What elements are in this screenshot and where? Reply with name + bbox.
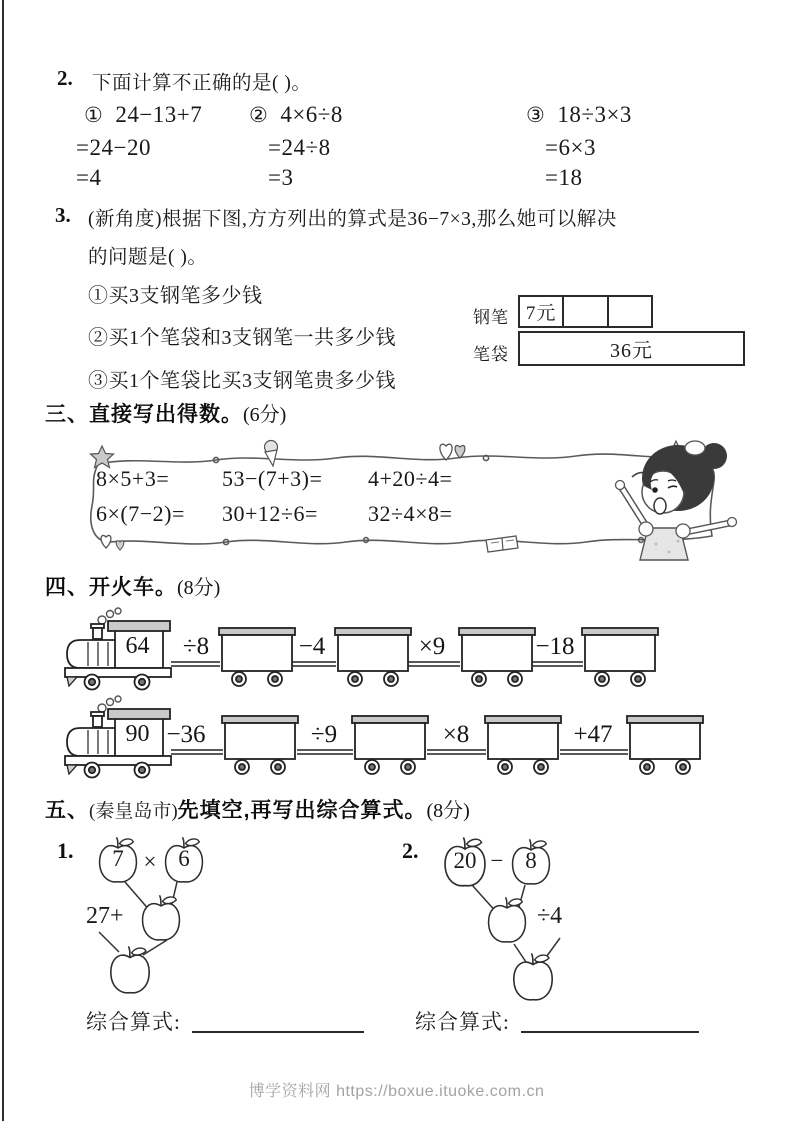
mental-math-expr-4: 6×(7−2)= bbox=[96, 501, 185, 526]
q2-option-1-marker: ① bbox=[84, 103, 104, 127]
mental-math-expr-5: 30+12÷6= bbox=[222, 501, 318, 526]
mental-math-expr-6: 32÷4×8= bbox=[368, 501, 453, 526]
p1-operator: × bbox=[143, 849, 157, 874]
footer-watermark: 博学资料网 https://boxue.ituoke.com.cn bbox=[248, 1083, 545, 1100]
train2-op3: ×8 bbox=[442, 721, 470, 748]
section5-source: (秦皇岛市) bbox=[89, 801, 178, 822]
p1-value-b: 6 bbox=[178, 846, 190, 871]
p2-operator: − bbox=[490, 848, 504, 873]
q2-option-1-line1: ① 24−13+7 bbox=[84, 102, 203, 127]
pen-bar-diagram bbox=[518, 295, 653, 328]
section4-points: (8分) bbox=[177, 577, 221, 599]
train-wagon bbox=[485, 716, 561, 774]
bag-price: 36元 bbox=[610, 340, 653, 362]
section3-heading bbox=[45, 398, 286, 428]
apple-icon bbox=[489, 897, 526, 942]
apple-icon bbox=[111, 946, 149, 992]
decorative-frame-illustration bbox=[66, 436, 746, 564]
q2-option-3-line1: ③ 18÷3×3 bbox=[526, 102, 632, 127]
section5-heading bbox=[45, 794, 470, 824]
section5-prefix: 五、 bbox=[45, 799, 89, 822]
p1-answer-label: 综合算式: bbox=[86, 1010, 181, 1034]
p1-value-a: 7 bbox=[112, 846, 124, 871]
page-left-border bbox=[2, 0, 4, 1121]
girl-illustration bbox=[616, 441, 737, 560]
ice-cream-icon bbox=[265, 441, 278, 467]
p2-answer-label: 综合算式: bbox=[415, 1010, 510, 1034]
train1-op3: ×9 bbox=[418, 633, 446, 660]
q2-prompt: 下面计算不正确的是( )。 bbox=[92, 73, 312, 94]
q2-option-3-step: =6×3 bbox=[545, 135, 596, 160]
q3-option-2: ②买1个笔袋和3支钢笔一共多少钱 bbox=[88, 327, 396, 349]
mental-math-expr-1: 8×5+3= bbox=[96, 466, 170, 491]
apple-icon bbox=[143, 895, 180, 940]
section3-points: (6分) bbox=[243, 404, 287, 426]
q2-option-3-result: =18 bbox=[545, 165, 583, 190]
section4-heading bbox=[45, 571, 220, 601]
book-icon bbox=[486, 536, 518, 552]
bag-bar-diagram bbox=[518, 331, 745, 366]
q2-option-2-step: =24÷8 bbox=[268, 135, 331, 160]
train1-op2: −4 bbox=[298, 633, 326, 660]
train1-start-number: 64 bbox=[125, 633, 150, 659]
q2-option-2-result: =3 bbox=[268, 165, 294, 190]
pen-bar-label: 钢笔 bbox=[473, 308, 509, 327]
p1-answer-line bbox=[192, 1031, 364, 1033]
pen-bar-cell-3 bbox=[609, 297, 651, 326]
train-wagon bbox=[582, 628, 658, 686]
train2-start-number: 90 bbox=[125, 721, 150, 747]
p2-value-a: 20 bbox=[453, 848, 477, 873]
q3-prompt-line1: (新角度)根据下图,方方列出的算式是36−7×3,那么她可以解决 bbox=[88, 209, 617, 230]
q2-option-1-result: =4 bbox=[76, 165, 102, 190]
train1-op4: −18 bbox=[535, 633, 575, 660]
section4-title: 四、开火车。 bbox=[45, 576, 177, 599]
p2-answer-line bbox=[521, 1031, 699, 1033]
apple-icon bbox=[514, 953, 552, 999]
section3-title: 三、直接写出得数。 bbox=[45, 403, 243, 426]
train-wagon bbox=[222, 716, 298, 774]
q3-number: 3. bbox=[55, 203, 71, 227]
train2-op1: −36 bbox=[166, 721, 206, 748]
mental-math-expr-3: 4+20÷4= bbox=[368, 466, 453, 491]
pen-bar-cell-1 bbox=[520, 297, 564, 326]
q3-prompt-line2: 的问题是( )。 bbox=[88, 247, 208, 268]
q2-option-1-step: =24−20 bbox=[76, 135, 151, 160]
q3-option-1: ①买3支钢笔多少钱 bbox=[88, 285, 263, 307]
q2-option-3-marker: ③ bbox=[526, 103, 546, 127]
p2-value-b: 8 bbox=[525, 848, 537, 873]
pen-bar-cell-2 bbox=[564, 297, 608, 326]
q2-option-2-marker: ② bbox=[249, 103, 269, 127]
train-wagon bbox=[335, 628, 411, 686]
section5-points: (8分) bbox=[426, 800, 470, 822]
train-wagon bbox=[627, 716, 703, 774]
p1-number: 1. bbox=[57, 838, 74, 863]
p1-prefix-term: 27+ bbox=[86, 903, 124, 929]
pen-price: 7元 bbox=[525, 303, 557, 324]
q2-number: 2. bbox=[57, 66, 73, 90]
train2-op4: +47 bbox=[573, 721, 613, 748]
p2-suffix-term: ÷4 bbox=[537, 903, 563, 929]
q3-option-3: ③买1个笔袋比买3支钢笔贵多少钱 bbox=[88, 370, 396, 392]
train1-op1: ÷8 bbox=[182, 633, 210, 660]
bag-bar-label: 笔袋 bbox=[473, 345, 509, 364]
section5-title: 先填空,再写出综合算式。 bbox=[177, 799, 427, 822]
q2-option-2-line1: ② 4×6÷8 bbox=[249, 102, 343, 127]
p2-number: 2. bbox=[402, 838, 419, 863]
train-wagon bbox=[352, 716, 428, 774]
mental-math-expr-2: 53−(7+3)= bbox=[222, 466, 323, 491]
train2-op2: ÷9 bbox=[310, 721, 338, 748]
